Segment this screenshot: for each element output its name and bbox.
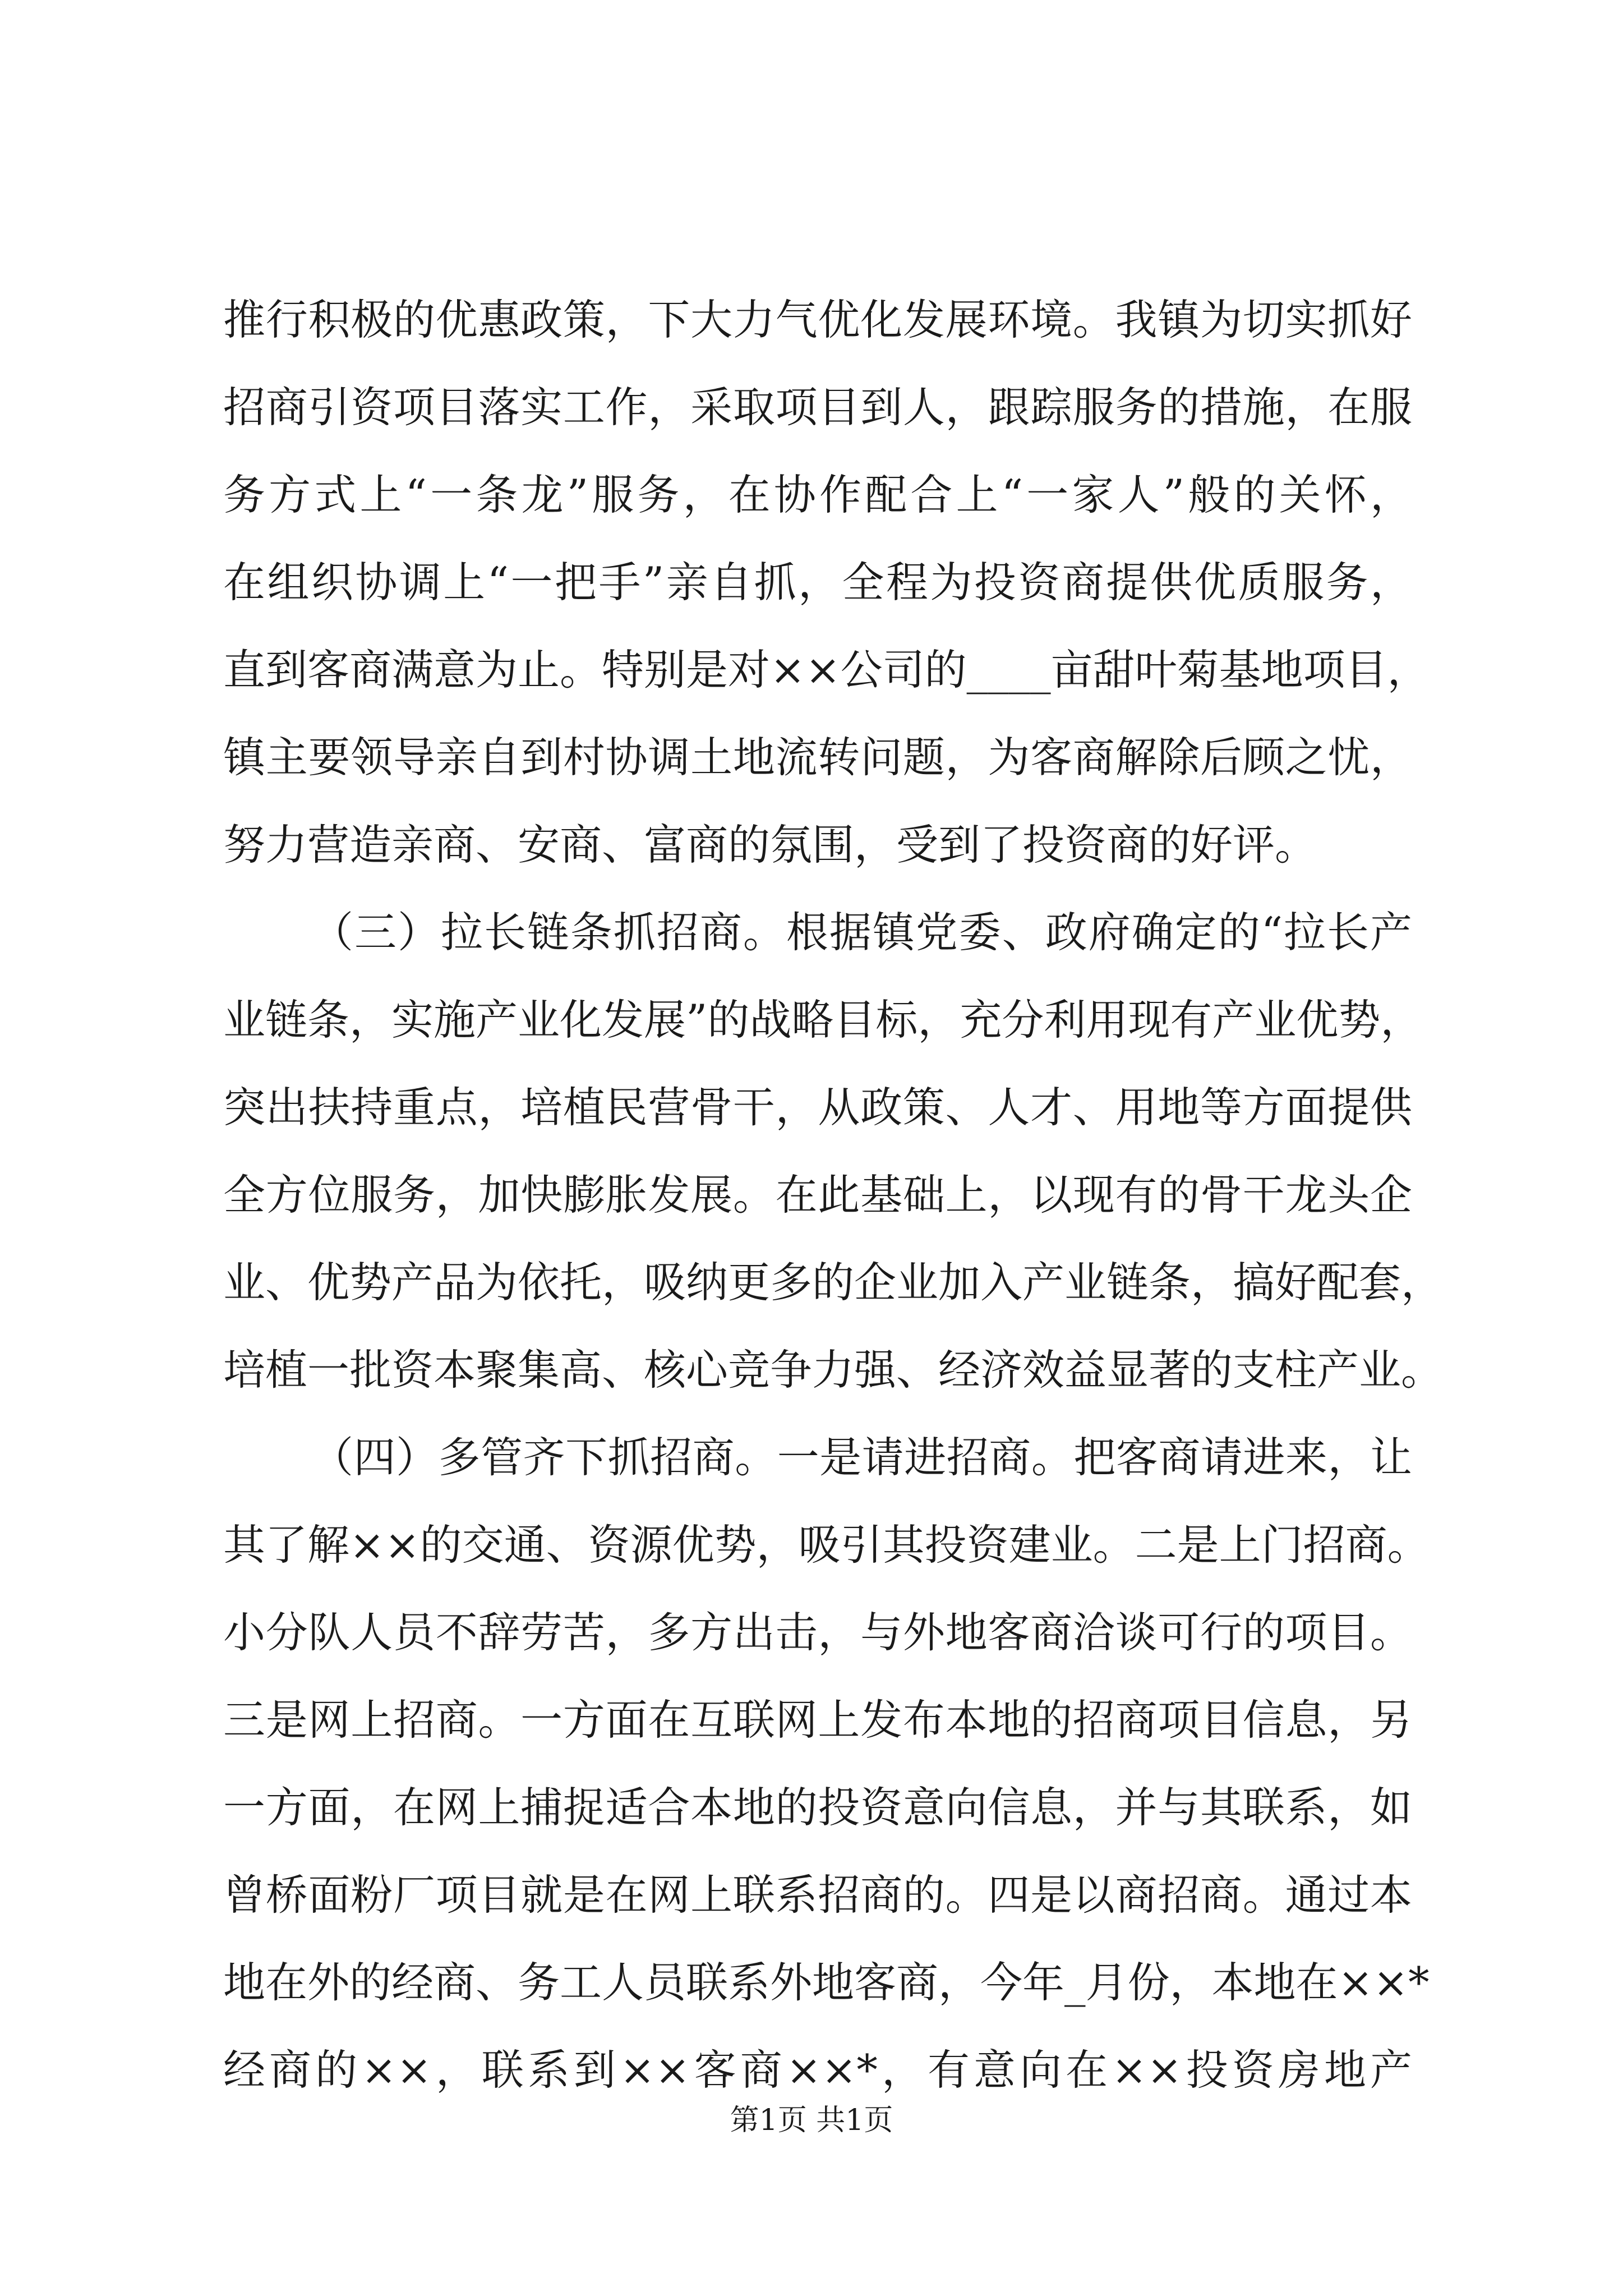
text-line-19: 曾桥面粉厂项目就是在网上联系招商的。四是以商招商。通过本 xyxy=(223,1870,1412,1920)
text-line-13: 培植一批资本聚集高、核心竞争力强、经济效益显著的支柱产业。 xyxy=(223,1345,1444,1395)
text-line-16: 小分队人员不辞劳苦，多方出击，与外地客商洽谈可行的项目。 xyxy=(223,1608,1412,1657)
text-line-8: （三）拉长链条抓招商。根据镇党委、政府确定的“拉长产 xyxy=(311,908,1412,957)
text-line-18: 一方面，在网上捕捉适合本地的投资意向信息，并与其联系，如 xyxy=(223,1783,1412,1832)
text-line-7: 努力营造亲商、安商、富商的氛围，受到了投资商的好评。 xyxy=(223,820,1317,869)
text-line-20: 地在外的经商、务工人员联系外地客商，今年_月份，本地在××* xyxy=(223,1958,1430,2007)
page-footer: 第1页 共1页 xyxy=(730,2104,893,2137)
text-line-10: 突出扶持重点，培植民营骨干，从政策、人才、用地等方面提供 xyxy=(223,1083,1412,1132)
text-line-5: 直到客商满意为止。特别是对××公司的____亩甜叶菊基地项目， xyxy=(223,645,1430,694)
text-line-12: 业、优势产品为依托，吸纳更多的企业加入产业链条，搞好配套， xyxy=(223,1258,1444,1307)
text-line-9: 业链条，实施产业化发展”的战略目标，充分利用现有产业优势， xyxy=(223,995,1423,1045)
text-line-1: 推行积极的优惠政策，下大力气优化发展环境。我镇为切实抓好 xyxy=(223,295,1412,344)
text-line-17: 三是网上招商。一方面在互联网上发布本地的招商项目信息，另 xyxy=(223,1695,1412,1745)
text-line-11: 全方位服务，加快膨胀发展。在此基础上，以现有的骨干龙头企 xyxy=(223,1170,1412,1220)
text-line-2: 招商引资项目落实工作，采取项目到人，跟踪服务的措施，在服 xyxy=(223,383,1412,432)
text-line-4: 在组织协调上“一把手”亲自抓，全程为投资商提供优质服务， xyxy=(223,558,1412,607)
text-line-14: （四）多管齐下抓招商。一是请进招商。把客商请进来，让 xyxy=(311,1433,1412,1482)
text-line-15: 其了解××的交通、资源优势，吸引其投资建业。二是上门招商。 xyxy=(223,1520,1430,1570)
text-line-21: 经商的××，联系到××客商××*，有意向在××投资房地产 xyxy=(223,2045,1412,2095)
text-line-3: 务方式上“一条龙”服务，在协作配合上“一家人”般的关怀， xyxy=(223,470,1412,519)
text-line-6: 镇主要领导亲自到村协调土地流转问题，为客商解除后顾之忧， xyxy=(223,733,1412,782)
